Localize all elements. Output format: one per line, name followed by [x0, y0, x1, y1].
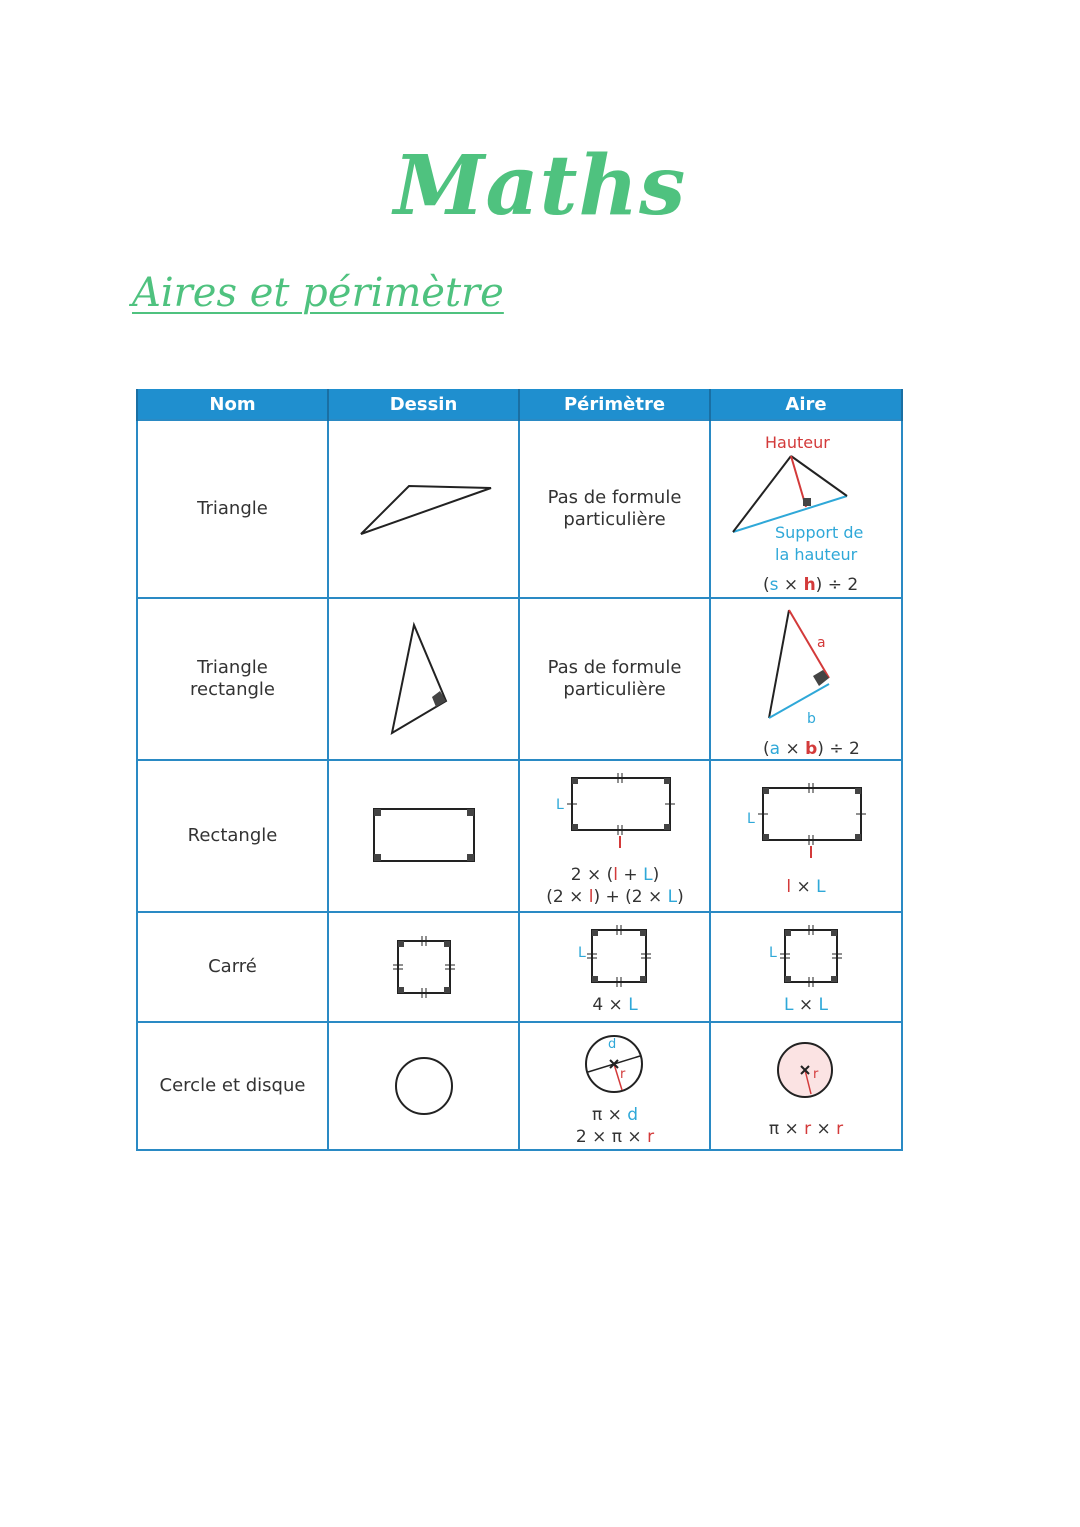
header-dessin: Dessin — [328, 389, 519, 420]
cell-drawing-square — [328, 912, 519, 1022]
area-formula-line2: (2 × l) + (2 × L) — [546, 887, 684, 907]
cell-drawing-rectangle — [328, 760, 519, 912]
shape-name: Triangle — [197, 498, 268, 519]
rectangle-drawing — [372, 807, 476, 865]
width-L-label: L — [556, 797, 564, 813]
shape-name: Carré — [208, 956, 257, 977]
cell-perimeter-rectangle — [519, 760, 710, 912]
rectangle-area-diagram — [711, 782, 901, 872]
perimeter-formula-line1: π × d — [591, 1105, 639, 1125]
area-formula: (a × b) ÷ 2 — [763, 739, 860, 759]
support-label-1: Support de — [775, 523, 864, 542]
cell-drawing-circle — [328, 1022, 519, 1150]
area-formula-line1: 2 × (l + L) — [570, 865, 660, 885]
disk-area-diagram — [711, 1036, 901, 1106]
area-formula: L × L — [783, 995, 829, 1015]
radius-label: r — [813, 1067, 819, 1082]
cell-area-rectangle — [710, 760, 902, 912]
table-header-row — [137, 389, 902, 420]
square-drawing — [392, 935, 456, 999]
cell-area-right-triangle — [710, 598, 902, 760]
table-row-right-triangle — [137, 598, 902, 760]
right-triangle-area-diagram — [711, 606, 901, 736]
side-b-label: b — [807, 711, 816, 727]
right-triangle-drawing — [384, 619, 464, 739]
area-formula: (s × h) ÷ 2 — [763, 575, 859, 595]
section-subtitle: Aires et périmètre — [132, 270, 504, 316]
area-formula: π × r × r — [768, 1119, 844, 1139]
cell-name-triangle — [137, 420, 328, 598]
header-nom: Nom — [137, 389, 328, 420]
cell-name-rectangle — [137, 760, 328, 912]
table-row-circle — [137, 1022, 902, 1150]
height-label: Hauteur — [765, 433, 830, 452]
rectangle-perimeter-diagram — [520, 772, 710, 852]
table-row-square — [137, 912, 902, 1022]
diameter-label: d — [608, 1037, 617, 1052]
cell-area-circle — [710, 1022, 902, 1150]
circle-drawing — [392, 1054, 456, 1118]
cell-name-circle — [137, 1022, 328, 1150]
triangle-drawing — [349, 474, 499, 544]
header-perimetre: Périmètre — [519, 389, 710, 420]
shape-name: Rectangle — [187, 825, 278, 846]
cell-drawing-right-triangle — [328, 598, 519, 760]
shape-name: Triangle rectangle — [190, 657, 275, 700]
perimeter-text: Pas de formule particulière — [547, 487, 682, 530]
cell-drawing-triangle — [328, 420, 519, 598]
cell-name-square — [137, 912, 328, 1022]
cell-name-right-triangle — [137, 598, 328, 760]
area-formula: l × L — [786, 877, 826, 897]
cell-perimeter-triangle — [519, 420, 710, 598]
radius-label: r — [620, 1067, 626, 1082]
side-L-label: L — [769, 945, 777, 961]
cell-perimeter-square — [519, 912, 710, 1022]
side-L-label: L — [578, 945, 586, 961]
areas-perimeters-table — [136, 389, 903, 1151]
table-row-rectangle — [137, 760, 902, 912]
support-label-2: la hauteur — [775, 545, 858, 564]
width-L-label: L — [747, 811, 755, 827]
perimeter-text: Pas de formule particulière — [547, 657, 682, 700]
perimeter-formula: 4 × L — [592, 995, 638, 1015]
square-area-diagram — [711, 922, 901, 988]
shape-name: Cercle et disque — [159, 1075, 306, 1096]
cell-area-square — [710, 912, 902, 1022]
page-title: Maths — [393, 138, 687, 234]
cell-perimeter-right-triangle — [519, 598, 710, 760]
table-row-triangle — [137, 420, 902, 598]
cell-perimeter-circle — [519, 1022, 710, 1150]
square-perimeter-diagram — [520, 922, 710, 988]
header-aire: Aire — [710, 389, 902, 420]
perimeter-formula-line2: 2 × π × r — [575, 1127, 655, 1147]
cell-area-triangle — [710, 420, 902, 598]
side-a-label: a — [817, 635, 826, 651]
